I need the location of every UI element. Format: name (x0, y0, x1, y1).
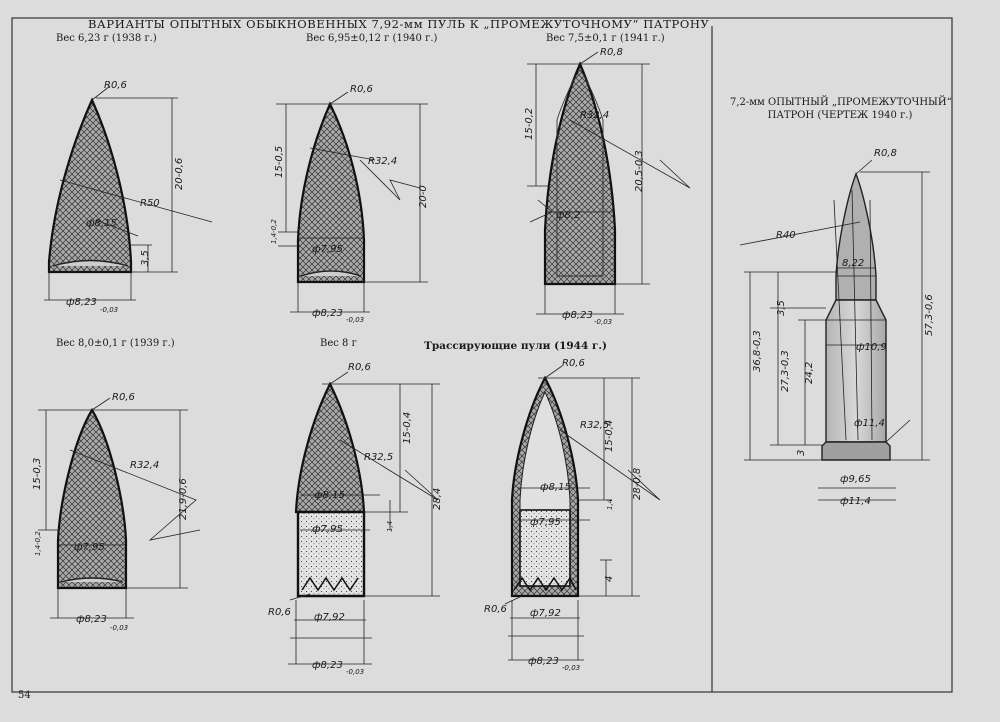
dim-text: -0,03 (110, 624, 129, 632)
cartridge-title-line-1: 7,2-мм ОПЫТНЫЙ „ПРОМЕЖУТОЧНЫЙ“ (730, 97, 952, 108)
bullet-1938 (44, 86, 212, 300)
dim-text: R0,6 (112, 392, 135, 403)
bullet-tracer-1944 (505, 366, 660, 660)
caption-bullet-1: Вес 6,23 г (1938 г.) (56, 33, 157, 44)
bullet-1940 (276, 92, 428, 312)
dim-text: -0,03 (346, 316, 365, 324)
dim-text: ф8,15 (314, 490, 345, 501)
page-number: 54 (18, 690, 31, 701)
cartridge-title (730, 96, 950, 122)
caption-bullet-3: Вес 7,5±0,1 г (1941 г.) (546, 33, 665, 44)
dim-text: 15-0,4 (402, 411, 413, 444)
dim-text: R32,4 (368, 156, 398, 167)
dim-text: 15-0,5 (274, 145, 285, 178)
dim-text: R32,4 (580, 110, 610, 121)
dim-text: R0,8 (874, 148, 897, 159)
dim-text: ф10,9 (856, 342, 887, 353)
dim-text: 1,4-0,2 (270, 219, 278, 244)
dim-text: ф7,95 (312, 524, 343, 535)
dim-text: 24,2 (804, 361, 815, 384)
dim-text: 21,9-0,6 (178, 478, 189, 520)
dim-text: R0,6 (348, 362, 371, 373)
dim-text: R0,6 (562, 358, 585, 369)
dim-text: 28,4 (432, 487, 443, 510)
dim-text: 36,8-0,3 (752, 330, 763, 372)
dim-text: 15-0,4 (604, 419, 615, 452)
dim-text: 20-0 (418, 185, 429, 208)
dim-text: 1,4 (386, 520, 394, 532)
dim-text: -0,03 (594, 318, 613, 326)
dim-text: 57,3-0,6 (924, 294, 935, 336)
dim-text: ф8,15 (540, 482, 571, 493)
caption-bullet-4: Вес 8,0±0,1 г (1939 г.) (56, 338, 175, 349)
dim-text: 1,4-0,2 (34, 531, 42, 556)
bullet-tracer-8g (288, 372, 440, 664)
dim-text: ф8,2 (556, 210, 581, 221)
cartridge-title-line-2: ПАТРОН (ЧЕРТЕЖ 1940 г.) (767, 110, 913, 121)
dim-text: ф7,95 (74, 542, 105, 553)
dim-text: -0,03 (562, 664, 581, 672)
dim-text: 27,3-0,3 (780, 350, 791, 392)
dim-text: ф7,92 (530, 608, 561, 619)
dim-text: ф8,23 (528, 656, 559, 667)
dim-text: 3 (796, 449, 807, 456)
dim-text: ф11,4 (840, 496, 871, 507)
dim-text: R32,5 (364, 452, 394, 463)
dim-text: ф7,92 (314, 612, 345, 623)
dim-text: ф7,95 (312, 244, 343, 255)
dim-text: R32,4 (130, 460, 160, 471)
bullet-1941 (527, 52, 690, 314)
dim-text: R0,8 (600, 47, 623, 58)
dim-text: 3,5 (776, 300, 787, 316)
dim-text: 15-0,3 (32, 457, 43, 490)
dim-text: 28-0,8 (632, 467, 643, 500)
dim-text: 20-0,6 (174, 157, 185, 190)
cartridge-7-2mm (740, 160, 930, 500)
dim-text: R0,6 (268, 607, 291, 618)
dim-text: 1,4 (606, 498, 614, 510)
dim-text: ф8,23 (76, 614, 107, 625)
dim-text: ф9,65 (840, 474, 871, 485)
dim-text: R32,5 (580, 420, 610, 431)
dim-text: ф8,23 (312, 660, 343, 671)
dim-text: R40 (776, 230, 796, 241)
caption-tracer: Трассирующие пули (1944 г.) (424, 340, 608, 352)
dim-text: R0,6 (350, 84, 373, 95)
dimension-labels (32, 47, 935, 676)
dim-text: -0,03 (346, 668, 365, 676)
dim-text: -0,03 (100, 306, 119, 314)
dim-text: R0,6 (484, 604, 507, 615)
dim-text: ф8,23 (312, 308, 343, 319)
dim-text: R0,6 (104, 80, 127, 91)
caption-bullet-2: Вес 6,95±0,12 г (1940 г.) (306, 33, 438, 44)
dim-text: 3,5 (140, 250, 151, 266)
dim-text: ф11,4 (854, 418, 885, 429)
dim-text: 8,22 (842, 258, 865, 269)
dim-text: ф8,23 (562, 310, 593, 321)
dim-text: 15-0,2 (524, 107, 535, 140)
bullet-1939 (38, 398, 200, 618)
page-title: ВАРИАНТЫ ОПЫТНЫХ ОБЫКНОВЕННЫХ 7,92-мм ПУЛЬ К „ПРОМЕЖУТОЧНОМУ“ ПАТРОНУ (88, 17, 710, 31)
dim-text: R50 (140, 198, 160, 209)
dim-text: ф8,23 (66, 297, 97, 308)
caption-bullet-5: Вес 8 г (320, 338, 357, 349)
dim-text: ф8,15 (86, 218, 117, 229)
dim-text: 4 (604, 575, 615, 582)
dim-text: 20,5-0,3 (634, 150, 645, 192)
dim-text: ф7,95 (530, 517, 561, 528)
